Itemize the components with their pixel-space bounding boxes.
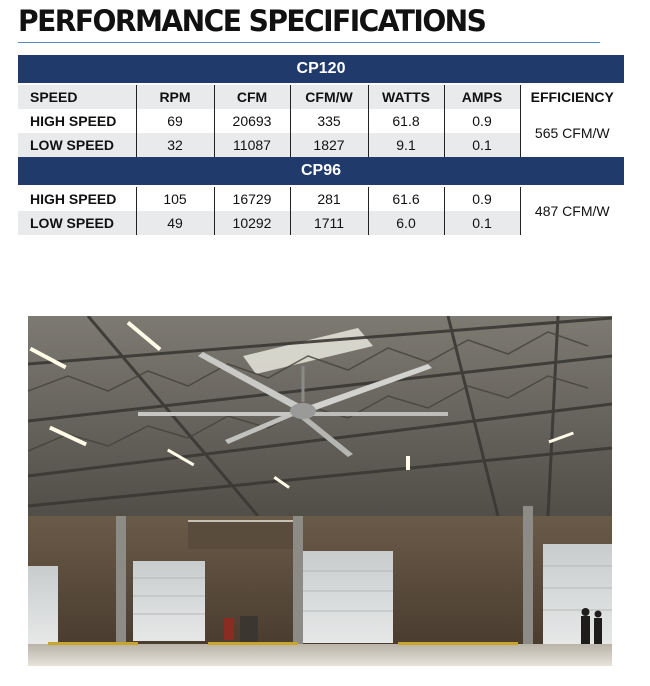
model-name: CP96 (18, 157, 624, 186)
cfm-cell: 20693 (214, 109, 290, 133)
col-header-watts: WATTS (368, 84, 444, 109)
col-header-speed: SPEED (18, 84, 136, 109)
amps-cell: 0.1 (444, 211, 520, 235)
speed-cell: LOW SPEED (18, 211, 136, 235)
model-row-cp120 (18, 55, 624, 84)
col-header-amps: AMPS (444, 84, 520, 109)
performance-specs-table (18, 55, 624, 235)
rpm-cell: 105 (136, 186, 214, 211)
watts-cell: 9.1 (368, 133, 444, 157)
cfm-w-cell: 1711 (290, 211, 368, 235)
cfm-w-cell: 281 (290, 186, 368, 211)
speed-cell: HIGH SPEED (18, 109, 136, 133)
col-header-cfm-w: CFM/W (290, 84, 368, 109)
watts-cell: 6.0 (368, 211, 444, 235)
efficiency-cell: 487 CFM/W (520, 186, 624, 235)
cfm-w-cell: 1827 (290, 133, 368, 157)
rpm-cell: 69 (136, 109, 214, 133)
cfm-cell: 10292 (214, 211, 290, 235)
amps-cell: 0.1 (444, 133, 520, 157)
column-header-row (18, 84, 624, 109)
rpm-cell: 49 (136, 211, 214, 235)
cfm-w-cell: 335 (290, 109, 368, 133)
page-title: PERFORMANCE SPECIFICATIONS (18, 4, 486, 38)
speed-cell: HIGH SPEED (18, 186, 136, 211)
rpm-cell: 32 (136, 133, 214, 157)
col-header-efficiency: EFFICIENCY (520, 84, 624, 109)
table-row (18, 109, 624, 133)
table-row (18, 186, 624, 211)
col-header-rpm: RPM (136, 84, 214, 109)
title-divider (18, 42, 600, 43)
speed-cell: LOW SPEED (18, 133, 136, 157)
model-name: CP120 (18, 55, 624, 84)
amps-cell: 0.9 (444, 109, 520, 133)
col-header-cfm: CFM (214, 84, 290, 109)
watts-cell: 61.8 (368, 109, 444, 133)
amps-cell: 0.9 (444, 186, 520, 211)
warehouse-fan-photo (28, 316, 612, 666)
watts-cell: 61.6 (368, 186, 444, 211)
cfm-cell: 11087 (214, 133, 290, 157)
model-row-cp96 (18, 157, 624, 186)
efficiency-cell: 565 CFM/W (520, 109, 624, 157)
cfm-cell: 16729 (214, 186, 290, 211)
